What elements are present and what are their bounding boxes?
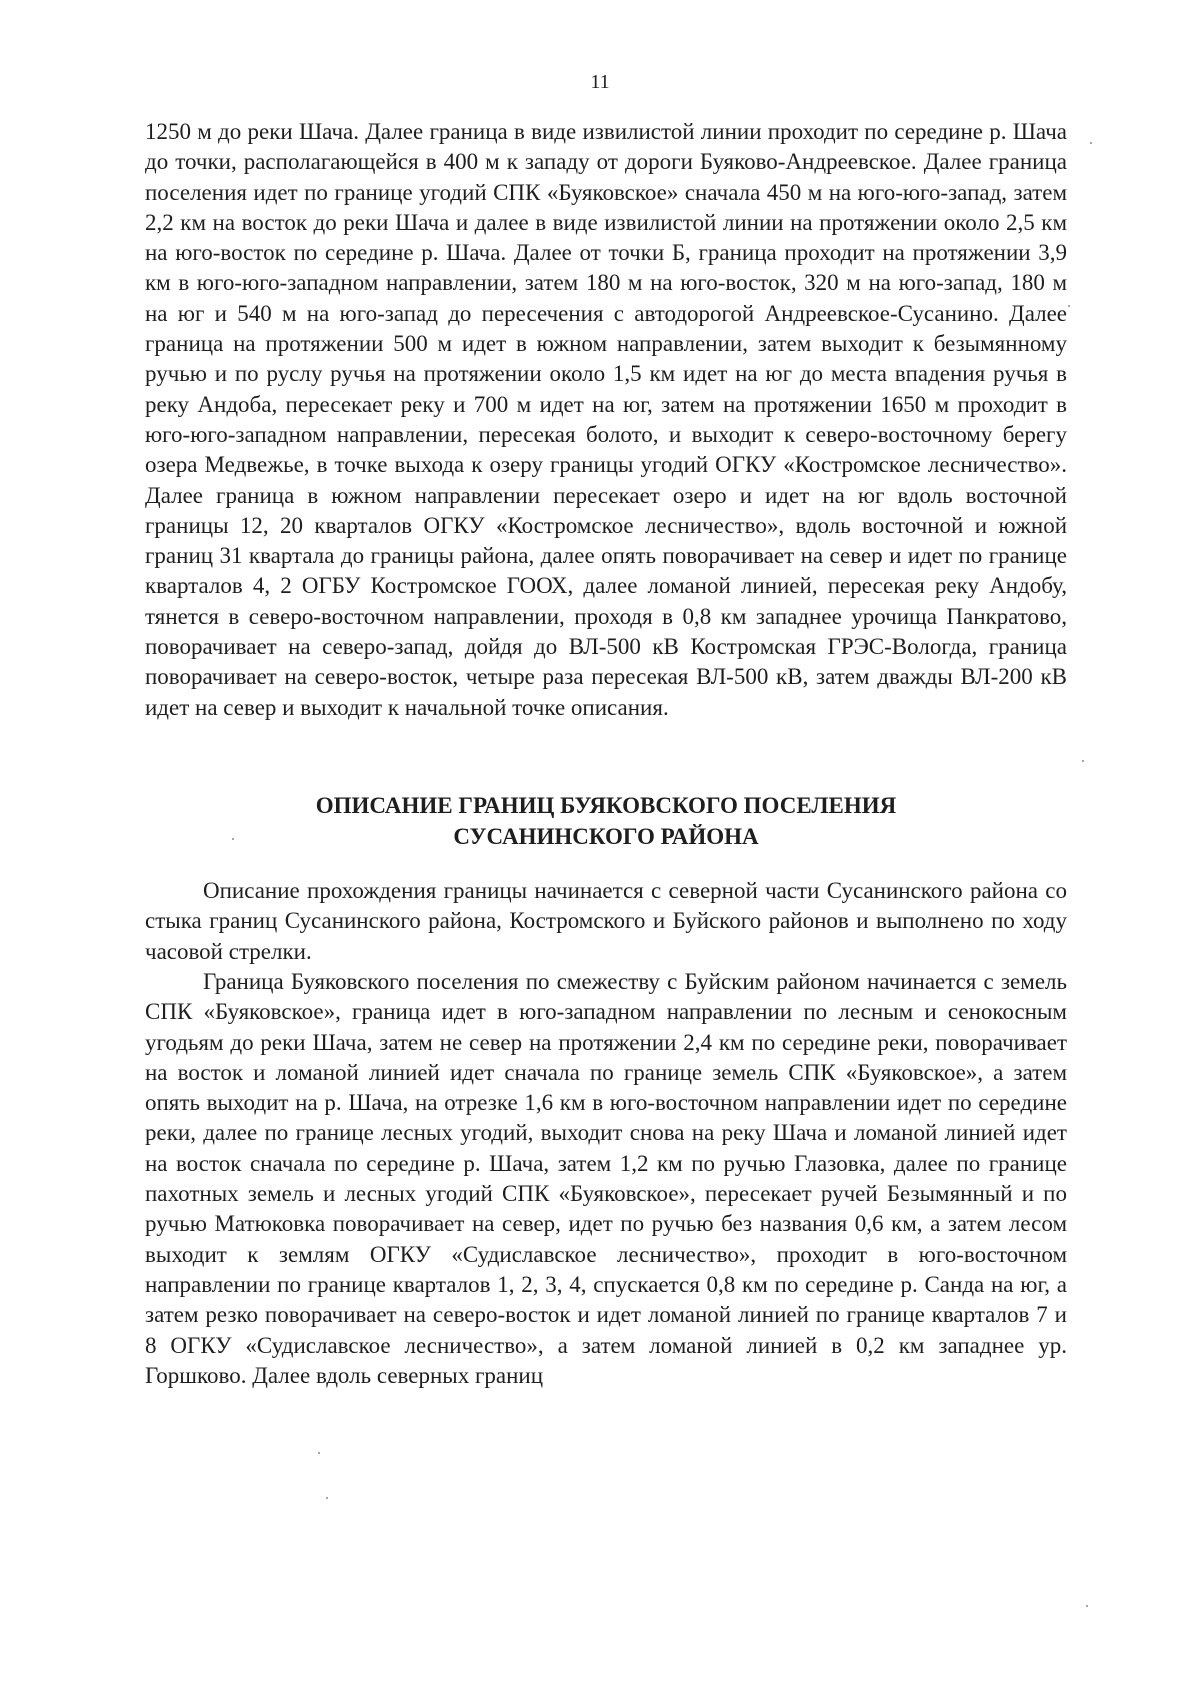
scan-speck — [318, 1452, 320, 1454]
section-heading-line-2: СУСАНИНСКОГО РАЙОНА — [453, 824, 759, 849]
scan-speck — [1068, 305, 1070, 307]
paragraph: 1250 м до реки Шача. Далее граница в виде извилистой линии проходит по середине р. Шача до точки, располагающейся в 400 м к западу от дороги Буяково-Андреевское. Далее граница поселения идет по границе угодий СПК «Буяковское» сначала 450 м на юго-юго-запад, затем 2,2 км на восток до реки Шача и далее в виде извилистой линии на протяжении около 2,5 км на юго-восток по середине р. Шача. Далее от точки Б, граница проходит на протяжении 3,9 км в юго-юго-западном направлении, затем 180 м на юго-восток, 320 м на юго-запад, 180 м на юг и 540 м на юго-запад до пересечения с автодорогой Андреевское-Сусанино. Далее граница на протяжении 500 м идет в южном направлении, затем выходит к безымянному ручью и по руслу ручья на протяжении около 1,5 км идет на юг до места впадения ручья в реку Андоба, пересекает реку и 700 м идет на юг, затем на протяжении 1650 м проходит в юго-юго-западном направлении, пересекая болото, и выходит к северо-восточному берегу озера Медвежье, в точке выхода к озеру границы угодий ОГКУ «Костромское лесничество». Далее граница в южном направлении пересекает озеро и идет на юг вдоль восточной границы 12, 20 кварталов ОГКУ «Костромское лесничество», вдоль восточной и южной границ 31 квартала до границы района, далее опять поворачивает на север и идет по границе кварталов 4, 2 ОГБУ Костромское ГООХ, далее ломаной линией, пересекая реку Андобу, тянется в северо-восточном направлении, проходя в 0,8 км западнее урочища Панкратово, поворачивает на северо-запад, дойдя до ВЛ-500 кВ Костромская ГРЭС-Вологда, граница поворачивает на северо-восток, четыре раза пересекая ВЛ-500 кВ, затем дважды ВЛ-200 кВ идет на север и выходит к начальной точке описания. — [145, 119, 1067, 720]
scan-speck — [326, 1497, 328, 1499]
scan-speck — [1086, 1605, 1088, 1607]
intro-paragraph — [145, 876, 1067, 967]
scan-speck — [232, 838, 234, 840]
boundary-paragraph — [145, 967, 1067, 1391]
paragraph: Описание прохождения границы начинается с северной части Сусанинского района со стыка границ Сусанинского района, Костромского и Буйского районов и выполнено по ходу часовой стрелки. — [145, 878, 1067, 964]
scan-speck — [1082, 760, 1084, 762]
paragraph: Граница Буяковского поселения по смежеству с Буйским районом начинается с земель СПК «Буяковское», граница идет в юго-западном направлении по лесным и сенокосным угодьям до реки Шача, затем не север на протяжении 2,4 км по середине реки, поворачивает на восток и ломаной линией идет сначала по границе земель СПК «Буяковское», а затем опять выходит на р. Шача, на отрезке 1,6 км в юго-восточном направлении идет по середине реки, далее по границе лесных угодий, выходит снова на реку Шача и ломаной линией идет на восток сначала по середине р. Шача, затем 1,2 км по ручью Глазовка, далее по границе пахотных земель и лесных угодий СПК «Буяковское», пересекает ручей Безымянный и по ручью Матюковка поворачивает на север, идет по ручью без названия 0,6 км, а затем лесом выходит к землям ОГКУ «Судиславское лесничество», проходит в юго-восточном направлении по границе кварталов 1, 2, 3, 4, спускается 0,8 км по середине р. Санда на юг, а затем резко поворачивает на северо-восток и идет ломаной линией по границе кварталов 7 и 8 ОГКУ «Судиславское лесничество», а затем ломаной линией в 0,2 км западнее ур. Горшково. Далее вдоль северных границ — [145, 969, 1067, 1388]
scan-speck — [1090, 142, 1092, 144]
section-heading-line-1: ОПИСАНИЕ ГРАНИЦ БУЯКОВСКОГО ПОСЕЛЕНИЯ — [315, 793, 897, 818]
boundary-description-continuation — [145, 117, 1067, 723]
page-number: 11 — [590, 71, 610, 93]
section-heading — [145, 790, 1067, 852]
